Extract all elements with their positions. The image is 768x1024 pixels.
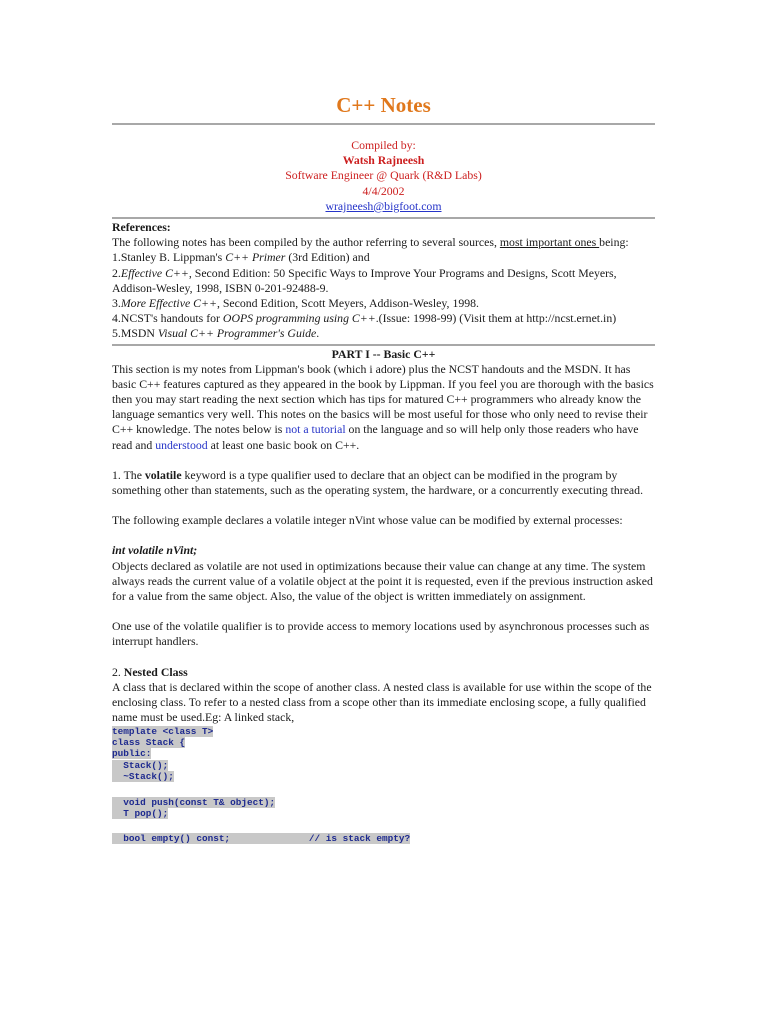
part-heading: PART I -- Basic C++ [331, 346, 436, 361]
volatile-declaration: int volatile nVint; [112, 543, 198, 558]
volatile-description: Objects declared as volatile are not used in optimizations because their value can change at any time. The system always reads the current value of a volatile object at the point it is requested, even if the previous instruction asked for a value from the same object. Also, the value of the object is written immediately on assignment. [112, 558, 653, 604]
volatile-use: One use of the volatile qualifier is to provide access to memory locations used by asynchronous processes such as interrupt handlers. [112, 619, 650, 649]
not-a-tutorial-link[interactable]: not a tutorial [285, 422, 346, 437]
code-line: public: [112, 748, 152, 760]
reference-item: 4.NCST's handouts for OOPS programming using C++.(Issue: 1998-99) (Visit them at http://ncst.ernet.in) [112, 311, 617, 326]
code-line: template <class T> [112, 725, 214, 737]
nested-class-heading: 2. Nested Class [112, 664, 188, 679]
author-name: Watsh Rajneesh [342, 153, 425, 168]
references-intro: The following notes has been compiled by the author referring to several sources, most important ones being: [112, 235, 629, 250]
code-line: void push(const T& object); [112, 796, 276, 808]
reference-item: 2.Effective C++, Second Edition: 50 Specific Ways to Improve Your Programs and Designs, Scott Meyers, Addison-Wesley, 1998, ISBN 0-201-92488-9. [112, 265, 617, 295]
document-page [112, 0, 655, 845]
header-divider [112, 217, 655, 219]
references-list [112, 250, 655, 341]
author-email-link[interactable]: wrajneesh@bigfoot.com [325, 198, 442, 213]
code-block-2 [112, 797, 655, 820]
code-line: Stack(); [112, 759, 169, 771]
reference-item: 1.Stanley B. Lippman's C++ Primer (3rd Edition) and [112, 250, 370, 265]
title-divider [112, 123, 655, 125]
part-intro: This section is my notes from Lippman's book (which i adore) plus the NCST handouts and the MSDN. It has basic C++ features captured as they appeared in the book by Lippman. If you feel you are thorough with the basics then you may start reading the next section which has tips for matured C++ programmers who already know the language semantics very well. This notes on the basics will be most useful for those who only need to revise their C++ knowledge. The notes below is not a tutorial on the language and so will help only those readers who have read and understood at least one basic book on C++. [112, 361, 654, 452]
code-line: bool empty() const; // is stack empty? [112, 833, 411, 845]
reference-item: 3.More Effective C++, Second Edition, Scott Meyers, Addison-Wesley, 1998. [112, 296, 479, 311]
volatile-paragraph: 1. The volatile keyword is a type qualifier used to declare that an object can be modified in the program by something other than statements, such as the operating system, the hardware, or a concurrently executing thread. [112, 467, 644, 498]
understood-link[interactable]: understood [155, 437, 208, 452]
code-line: T pop(); [112, 807, 169, 819]
document-title: C++ Notes [336, 93, 431, 117]
code-block-1 [112, 726, 655, 783]
volatile-example-intro: The following example declares a volatile integer nVint whose value can be modified by external processes: [112, 513, 623, 528]
document-date: 4/4/2002 [362, 183, 405, 198]
compiled-by-label: Compiled by: [351, 138, 416, 152]
nested-class-description: A class that is declared within the scope of another class. A nested class is available for use within the scope of the enclosing class. To refer to a nested class from a scope other than its immediate enclosing scope, a fully qualified name must be used.Eg: A linked stack, [112, 679, 652, 725]
references-heading: References: [112, 220, 171, 235]
code-line: ~Stack(); [112, 771, 174, 783]
reference-item: 5.MSDN Visual C++ Programmer's Guide. [112, 326, 320, 341]
code-block-3 [112, 833, 655, 844]
code-line: class Stack { [112, 736, 186, 748]
author-role: Software Engineer @ Quark (R&D Labs) [285, 168, 482, 183]
references-divider [112, 344, 655, 346]
